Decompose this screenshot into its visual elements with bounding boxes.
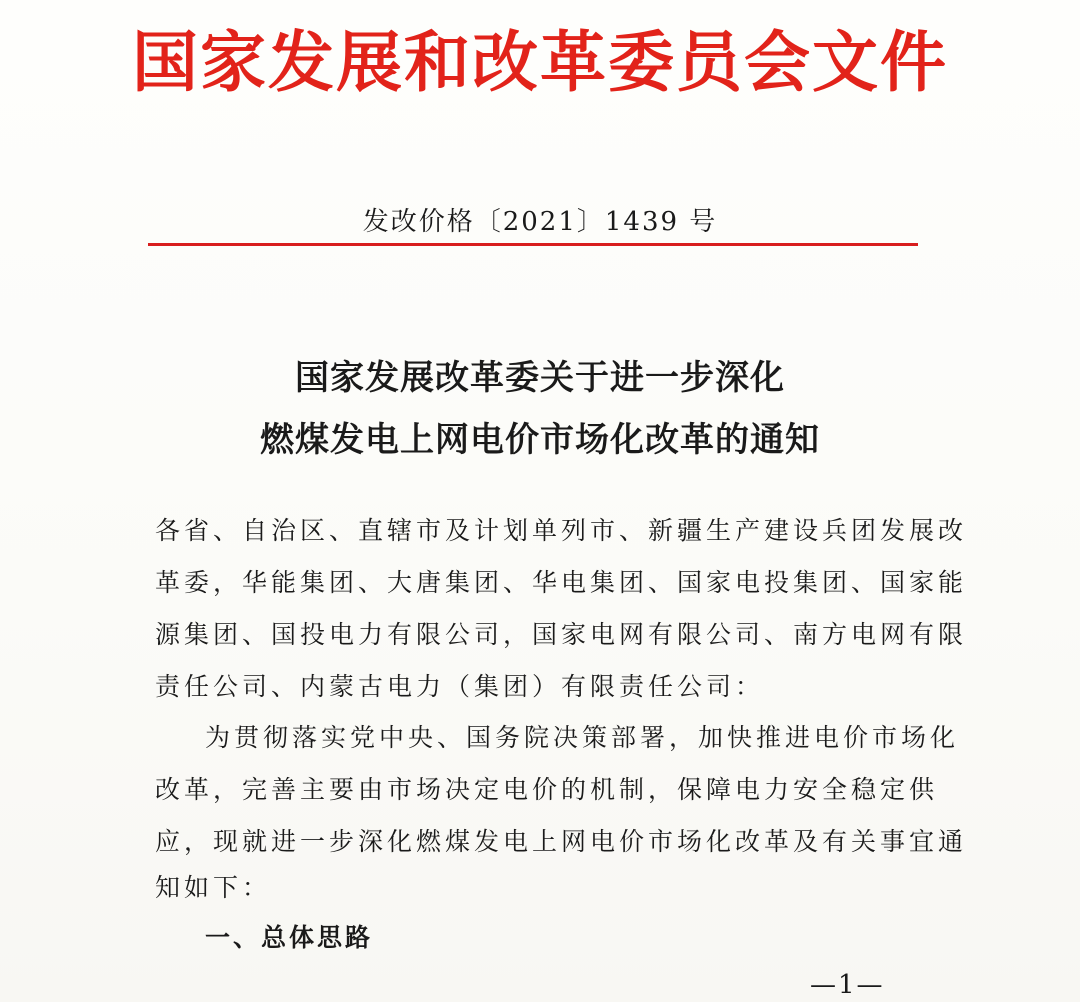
document-title-line-2: 燃煤发电上网电价市场化改革的通知 bbox=[260, 420, 820, 460]
addressee-line: 源集团、国投电力有限公司，国家电网有限公司、南方电网有限 bbox=[155, 620, 968, 649]
body-paragraph-line: 为贯彻落实党中央、国务院决策部署，加快推进电价市场化 bbox=[205, 723, 960, 752]
body-paragraph-line: 知如下： bbox=[155, 873, 272, 902]
document-title-line-1: 国家发展改革委关于进一步深化 bbox=[295, 358, 785, 398]
document-number: 发改价格〔2021〕1439 号 bbox=[362, 207, 718, 237]
body-paragraph-line: 改革，完善主要由市场决定电价的机制，保障电力安全稳定供 bbox=[155, 775, 939, 804]
red-divider-line bbox=[148, 243, 918, 246]
body-paragraph-line: 应，现就进一步深化燃煤发电上网电价市场化改革及有关事宜通 bbox=[155, 827, 968, 856]
addressee-line: 各省、自治区、直辖市及计划单列市、新疆生产建设兵团发展改 bbox=[155, 516, 968, 545]
addressee-line: 革委，华能集团、大唐集团、华电集团、国家电投集团、国家能 bbox=[155, 568, 968, 597]
addressee-line: 责任公司、内蒙古电力（集团）有限责任公司： bbox=[155, 672, 765, 701]
masthead-title: 国家发展和改革委员会文件 bbox=[132, 24, 948, 101]
section-heading: 一、总体思路 bbox=[205, 923, 374, 952]
page-number: —1— bbox=[810, 970, 885, 1000]
